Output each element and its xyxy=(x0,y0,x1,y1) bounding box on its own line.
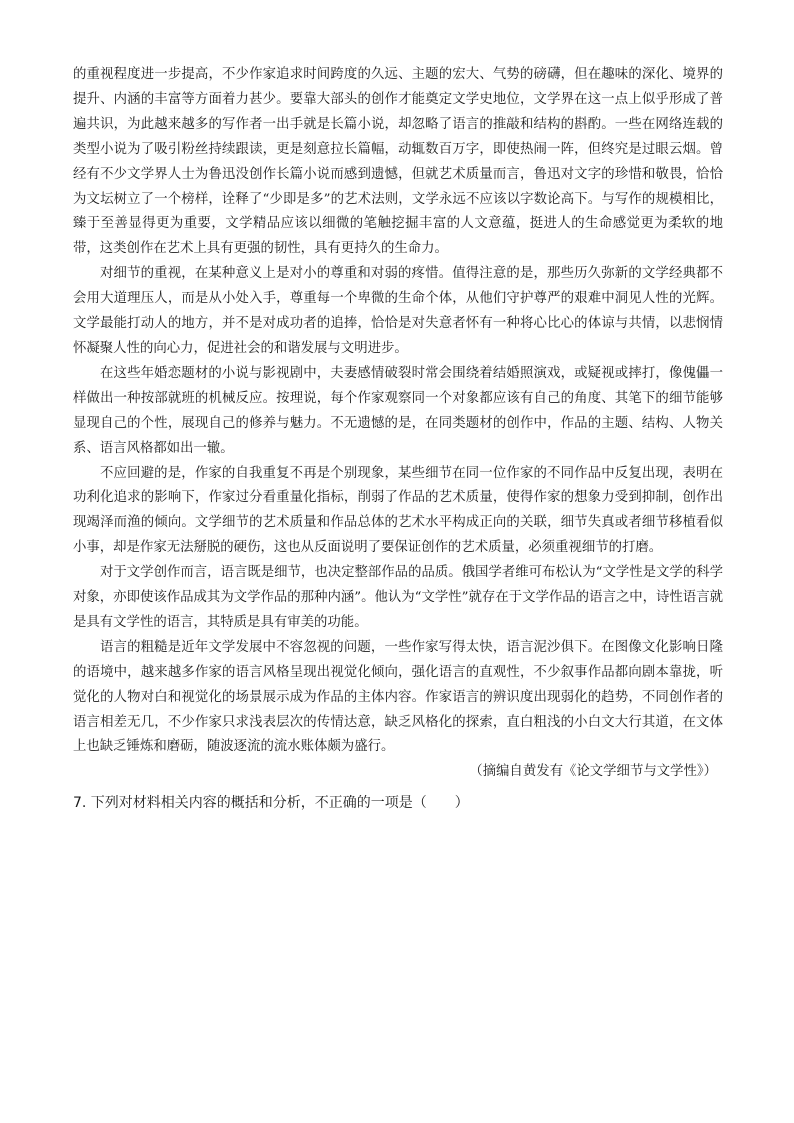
document-page xyxy=(73,63,723,815)
question-7: 7. 下列对材料相关内容的概括和分析，不正确的一项是（ ） xyxy=(73,795,469,812)
paragraph-3: 在这些年婚恋题材的小说与影视剧中，夫妻感情破裂时常会围绕着结婚照演戏，或疑视或摔打，像傀儡一样做出一种按部就班的机械反应。按理说，每个作家观察同一个对象都应该有自己的角度、其笔下的细节能够显现自己的个性，展现自己的修养与魅力。不无遗憾的是，在同类题材的创作中，作品的主题、结构、人物关系、语言风格都如出一辙。 xyxy=(73,365,723,456)
paragraph-1: 的重视程度进一步提高，不少作家追求时间跨度的久远、主题的宏大、气势的磅礴，但在趣味的深化、境界的提升、内涵的丰富等方面着力甚少。要靠大部头的创作才能奠定文学史地位，文学界在这一点上似乎形成了普遍共识，为此越来越多的写作者一出手就是长篇小说，却忽略了语言的推敲和结构的斟酌。一些在网络连载的类型小说为了吸引粉丝持续跟读，更是刻意拉长篇幅，动辄数百万字，即使热闹一阵，但终究是过眼云烟。曾经有不少文学界人士为鲁迅没创作长篇小说而感到遗憾，但就艺术质量而言，鲁迅对文字的珍惜和敬畏，恰恰为文坛树立了一个榜样，诠释了“少即是多”的艺术法则，文学永远不应该以字数论高下。与写作的规模相比，臻于至善显得更为重要，文学精品应该以细微的笔触挖掘丰富的人文意蕴，挺进人的生命感觉更为柔软的地带，这类创作在艺术上具有更强的韧性，具有更持久的生命力。 xyxy=(73,67,723,257)
paragraph-2: 对细节的重视，在某种意义上是对小的尊重和对弱的疼惜。值得注意的是，那些历久弥新的文学经典都不会用大道理压人，而是从小处入手，尊重每一个卑微的生命个体，从他们守护尊严的艰难中洞见人性的光辉。文学最能打动人的地方，并不是对成功者的追捧，恰恰是对失意者怀有一种将心比心的体谅与共情，以悲悯情怀凝聚人性的向心力，促进社会的和谐发展与文明进步。 xyxy=(73,266,723,356)
paragraph-5: 对于文学创作而言，语言既是细节，也决定整部作品的品质。俄国学者维可布松认为“文学性是文学的科学对象，亦即使该作品成其为文学作品的那种内涵”。他认为“文学性”就存在于文学作品的语言之中，诗性语言就是具有文学性的语言，其特质是具有审美的功能。 xyxy=(73,565,723,630)
source-citation: （摘编自黄发有《论文学细节与文学性》） xyxy=(469,764,717,780)
paragraph-4: 不应回避的是，作家的自我重复不再是个别现象，某些细节在同一位作家的不同作品中反复出现，表明在功利化追求的影响下，作家过分看重量化指标，削弱了作品的艺术质量，使得作家的想象力受到抑制，创作出现竭泽而渔的倾向。文学细节的艺术质量和作品总体的艺术水平构成正向的关联，细节失真或者细节移植看似小事，却是作家无法掰脱的硬伤，这也从反面说明了要保证创作的艺术质量，必须重视细节的打磨。 xyxy=(73,465,723,556)
paragraph-6: 语言的粗糙是近年文学发展中不容忽视的问题，一些作家写得太快，语言泥沙俱下。在图像文化影响日隆的语境中，越来越多作家的语言风格呈现出视觉化倾向，强化语言的直观性，不少叙事作品都向剧本靠拢，听觉化的人物对白和视觉化的场景展示成为作品的主体内容。作家语言的辨识度出现弱化的趋势，不同创作者的语言相差无几，不少作家只求浅表层次的传情达意，缺乏风格化的探索，直白粗浅的小白文大行其道，在文体上也缺乏锤炼和磨砺，随波逐流的流水账体颇为盛行。 xyxy=(73,639,723,755)
